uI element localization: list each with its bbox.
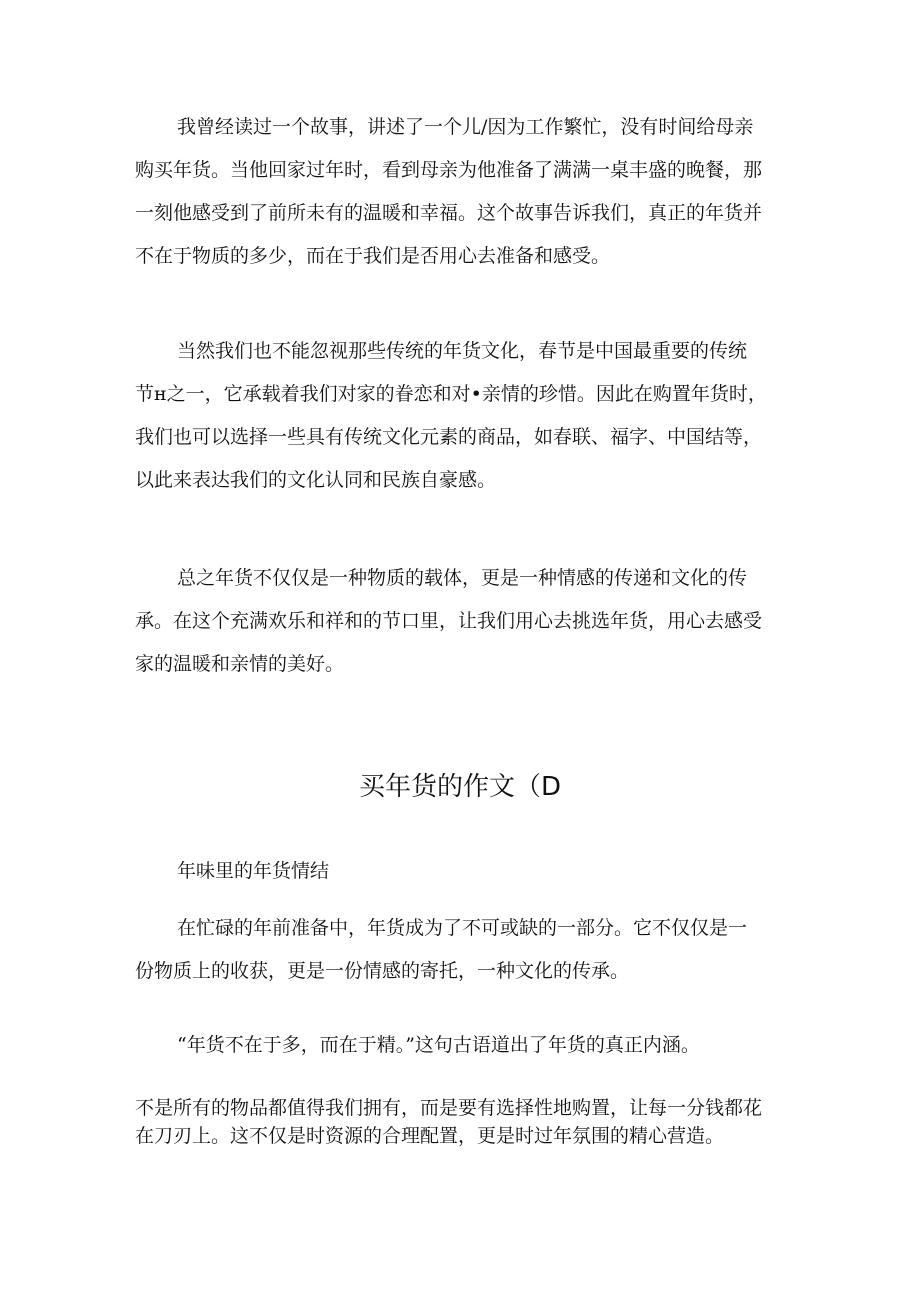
text-line: 我曾经读过一个故事，讲述了一个儿/因为工作繁忙，没有时间给母亲 — [177, 116, 754, 138]
text-line: “年货不在于多，而在于精。”这句古语道出了年货的真正内涵。 — [177, 1034, 700, 1056]
story-paragraph — [135, 106, 785, 278]
text-line: 总之年货不仅仅是一种物质的载体，更是一种情感的传递和文化的传 — [177, 567, 748, 589]
essay-title: 买年货的作文（D — [358, 772, 562, 802]
essay-subtitle — [135, 850, 785, 893]
text-line: 在忙碌的年前准备中，年货成为了不可或缺的一部分。它不仅仅是一 — [177, 917, 748, 939]
text-line: 一刻他感受到了前所未有的温暖和幸福。这个故事告诉我们，真正的年货并 — [135, 202, 763, 224]
text-line: 不是所有的物品都值得我们拥有，而是要有选择性地购置，让每一分钱都花 — [135, 1097, 763, 1119]
text-line: 我们也可以选择一些具有传统文化元素的商品，如春联、福字、中国结等， — [135, 426, 763, 448]
text-line: 家的温暖和亲情的美好。 — [135, 653, 345, 675]
text-line: 节н之一，它承载着我们对家的眷恋和对•亲情的珍惜。因此在购置年货时， — [135, 383, 767, 405]
text-line: 购买年货。当他回家过年时，看到母亲为他准备了满满一桌丰盛的晚餐，那 — [135, 159, 763, 181]
quote-paragraph — [135, 1024, 785, 1067]
text-line: 承。在这个充满欢乐和祥和的节口里，让我们用心去挑选年货，用心去感受 — [135, 610, 763, 632]
intro-paragraph — [135, 907, 785, 993]
conclusion-paragraph — [135, 557, 785, 686]
text-line: 份物质上的收获，更是一份情感的寄托，一种文化的传承。 — [135, 960, 630, 982]
text-line: 年味里的年货情结 — [177, 860, 330, 882]
text-line: 不在于物质的多少，而在于我们是否用心去准备和感受。 — [135, 245, 611, 267]
text-line: 当然我们也不能忽视那些传统的年货文化，春节是中国最重要的传统 — [177, 340, 748, 362]
tradition-paragraph — [135, 330, 785, 502]
selection-paragraph — [135, 1094, 785, 1150]
text-line: 以此来表达我们的文化认同和民族自豪感。 — [135, 469, 497, 491]
text-line: 在刀刃上。这不仅是时资源的合理配置，更是时过年氛围的精心营造。 — [135, 1125, 725, 1147]
